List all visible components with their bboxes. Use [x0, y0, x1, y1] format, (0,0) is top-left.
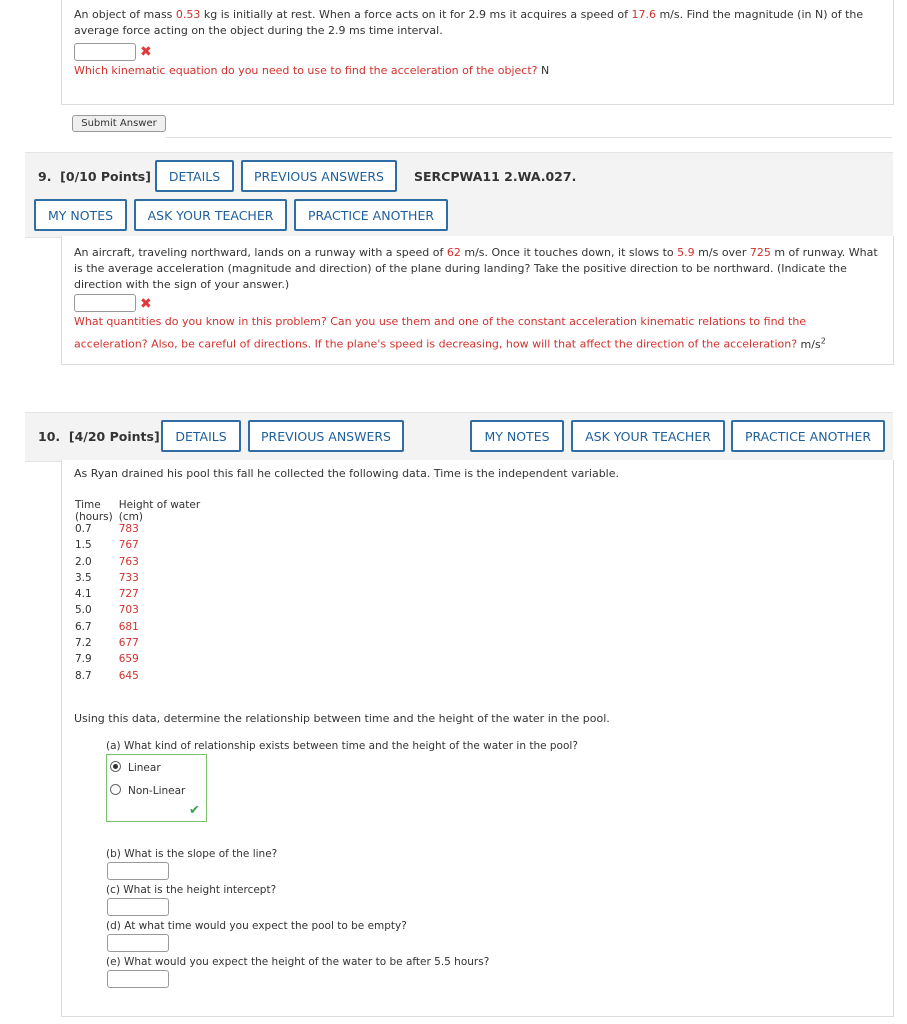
table-row: [75, 588, 206, 604]
table-row: [75, 556, 206, 572]
height-cell: 783: [118, 523, 139, 535]
table-header-time: Time (hours): [75, 499, 113, 523]
time-cell: 6.7: [75, 620, 92, 633]
data-table: [75, 499, 206, 686]
q8-hint: Which kinematic equation do you need to use to find the acceleration of the object? N: [74, 64, 550, 77]
height-cell: 733: [118, 571, 139, 584]
q10-previous-answers-button[interactable]: PREVIOUS ANSWERS: [248, 420, 404, 452]
q10-instruction: Using this data, determine the relationship between time and the height of the water in the pool.: [74, 712, 610, 725]
radio-linear-button[interactable]: [110, 761, 121, 772]
table-header-height: Height of water (cm): [118, 499, 201, 523]
q10-details-button[interactable]: DETAILS: [161, 420, 241, 452]
submit-answer-button[interactable]: Submit Answer: [72, 115, 166, 132]
time-cell: 2.0: [75, 555, 92, 568]
time-cell: 7.2: [75, 637, 92, 650]
table-row: [75, 572, 206, 588]
radio-nonlinear[interactable]: Non-Linear: [110, 783, 185, 799]
height-cell: 681: [118, 620, 139, 633]
q10-part-b-input[interactable]: [107, 862, 169, 880]
q8-answer-input[interactable]: [74, 43, 136, 61]
q9-number: 9. [0/10 Points]: [38, 169, 151, 184]
table-row: [75, 670, 206, 686]
q10-intro: As Ryan drained his pool this fall he collected the following data. Time is the independent variable.: [74, 467, 619, 480]
incorrect-icon: ✖: [140, 44, 152, 60]
table-row: [75, 539, 206, 555]
time-cell: 4.1: [75, 588, 92, 601]
q10-part-c-input[interactable]: [107, 898, 169, 916]
q10-part-d-input[interactable]: [107, 934, 169, 952]
height-cell: 763: [118, 555, 139, 568]
q9-ask-teacher-button[interactable]: ASK YOUR TEACHER: [134, 199, 287, 231]
q8-question-text: An object of mass 0.53 kg is initially at rest. When a force acts on it for 2.9 ms it acquires a speed of 17.6 m/s. Find the magnitude (in N) of the average force acting on the object during the 2.9 ms time interval.: [74, 8, 864, 37]
q10-part-d: (d) At what time would you expect the pool to be empty?: [106, 920, 407, 932]
q9-practice-another-button[interactable]: PRACTICE ANOTHER: [294, 199, 448, 231]
table-row: [75, 653, 206, 669]
q9-question-text: An aircraft, traveling northward, lands on a runway with a speed of 62 m/s. Once it touches down, it slows to 5.9 m/s over 725 m of runway. What is the average acceleration (magnitude and direction) of the plane during landing? Take the positive direction to be northward. (Indicate the direction with the sign of your answer.): [74, 246, 878, 291]
height-cell: 677: [118, 637, 139, 650]
q9-problem-code: SERCPWA11 2.WA.027.: [414, 169, 577, 184]
table-row: [75, 621, 206, 637]
height-cell: 645: [118, 669, 139, 682]
q10-part-a: (a) What kind of relationship exists between time and the height of the water in the pool?: [106, 740, 578, 752]
time-cell: 3.5: [75, 571, 92, 584]
time-cell: 1.5: [75, 539, 92, 552]
q10-number: 10. [4/20 Points]: [38, 429, 160, 444]
correct-check-icon: ✔: [189, 803, 200, 818]
height-cell: 767: [118, 539, 139, 552]
table-row: [75, 523, 206, 539]
radio-linear[interactable]: Linear: [110, 760, 161, 776]
height-cell: 659: [118, 653, 139, 666]
incorrect-icon: ✖: [140, 296, 152, 312]
height-cell: 703: [118, 604, 139, 617]
time-cell: 5.0: [75, 604, 92, 617]
q10-part-b: (b) What is the slope of the line?: [106, 848, 278, 860]
q9-answer-input[interactable]: [74, 294, 136, 312]
divider: [166, 137, 892, 138]
table-row: [75, 637, 206, 653]
q9-my-notes-button[interactable]: MY NOTES: [34, 199, 127, 231]
height-cell: 727: [118, 588, 139, 601]
q10-part-e: (e) What would you expect the height of the water to be after 5.5 hours?: [106, 956, 490, 968]
table-row: [75, 604, 206, 620]
q9-previous-answers-button[interactable]: PREVIOUS ANSWERS: [241, 160, 397, 192]
q9-details-button[interactable]: DETAILS: [155, 160, 234, 192]
q10-my-notes-button[interactable]: MY NOTES: [470, 420, 564, 452]
q10-practice-another-button[interactable]: PRACTICE ANOTHER: [731, 420, 885, 452]
q9-hint: What quantities do you know in this problem? Can you use them and one of the constant acceleration kinematic relations to find the acceleration? Also, be careful of directions. If the plane's speed is decreasing, how will that affect the direction of the acceleration? $m/s^2$: [74, 315, 826, 351]
q10-ask-teacher-button[interactable]: ASK YOUR TEACHER: [571, 420, 725, 452]
time-cell: 8.7: [75, 669, 92, 682]
time-cell: 0.7: [75, 523, 92, 535]
time-cell: 7.9: [75, 653, 92, 666]
q10-part-c: (c) What is the height intercept?: [106, 884, 277, 896]
q10-part-e-input[interactable]: [107, 970, 169, 988]
radio-nonlinear-button[interactable]: [110, 784, 121, 795]
